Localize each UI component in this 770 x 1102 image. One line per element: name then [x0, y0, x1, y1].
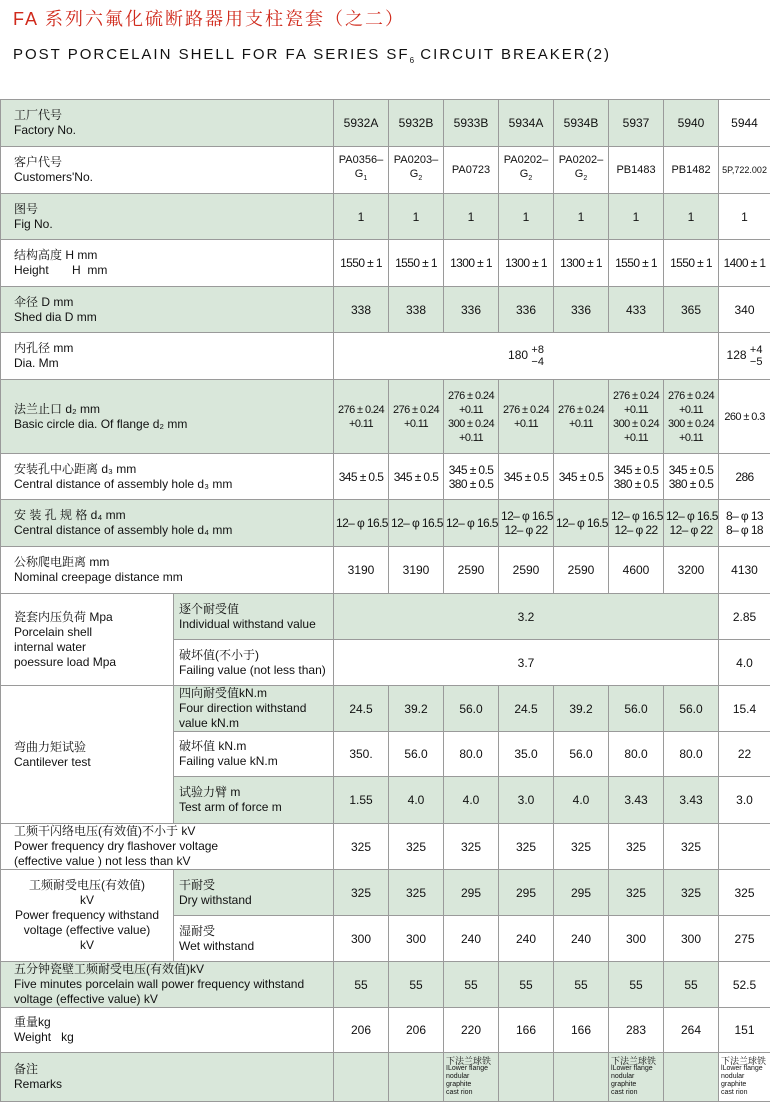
- five-minutes-value: 55: [499, 962, 554, 1008]
- height-value: 1300 ± 1: [499, 240, 554, 287]
- label-height: 结构高度 H mm Height H mm: [1, 240, 334, 287]
- customer-no: PA0356– $G_1$: [334, 147, 389, 194]
- shed-value: 336: [554, 287, 609, 333]
- cantilever-failing-value: 80.0: [444, 732, 499, 777]
- row-flange: [1, 380, 770, 454]
- creepage-value: 2590: [499, 547, 554, 594]
- weight-value: 166: [499, 1008, 554, 1053]
- shed-value: 433: [609, 287, 664, 333]
- row-five-minutes: [1, 962, 770, 1008]
- row-factory: [1, 100, 770, 147]
- factory-no: 5944: [719, 100, 770, 147]
- fig-no: 1: [444, 194, 499, 240]
- central-d3-value: 345 ± 0.5: [554, 454, 609, 500]
- four-direction-value: 24.5: [499, 686, 554, 732]
- test-arm-value: 3.0: [719, 777, 770, 824]
- cantilever-failing-value: 80.0: [664, 732, 719, 777]
- label-hole-dia: 内孔径 mm Dia. Mm: [1, 333, 334, 380]
- label-fig: 图号 Fig No.: [1, 194, 334, 240]
- weight-value: 220: [444, 1008, 499, 1053]
- label-dry-withstand: 干耐受 Dry withstand: [174, 870, 334, 916]
- label-cantilever-failing: 破坏值 kN.m Failing value kN.m: [174, 732, 334, 777]
- row-cantilever-four: [1, 686, 770, 732]
- test-arm-value: 4.0: [389, 777, 444, 824]
- cantilever-failing-value: 22: [719, 732, 770, 777]
- row-pressure-individual: [1, 594, 770, 640]
- five-minutes-value: 55: [609, 962, 664, 1008]
- shed-value: 336: [444, 287, 499, 333]
- weight-value: 206: [334, 1008, 389, 1053]
- weight-value: 166: [554, 1008, 609, 1053]
- cantilever-failing-value: 80.0: [609, 732, 664, 777]
- wet-withstand-value: 300: [334, 916, 389, 962]
- dry-withstand-value: 295: [444, 870, 499, 916]
- hole-dia-value-last: 128 +4 −5: [719, 333, 770, 380]
- test-arm-value: 4.0: [554, 777, 609, 824]
- row-weight: [1, 1008, 770, 1053]
- customer-no: PA0723: [444, 147, 499, 194]
- shed-value: 338: [334, 287, 389, 333]
- label-weight: 重量kg Weight kg: [1, 1008, 334, 1053]
- title-en-suffix: CIRCUIT BREAKER(2): [414, 46, 611, 63]
- shed-value: 365: [664, 287, 719, 333]
- dry-withstand-value: 325: [664, 870, 719, 916]
- five-minutes-value: 55: [389, 962, 444, 1008]
- height-value: 1550 ± 1: [609, 240, 664, 287]
- creepage-value: 2590: [554, 547, 609, 594]
- flange-value: 276 ± 0.24 +0.11 300 ± 0.24 +0.11: [664, 380, 719, 454]
- customer-no: PA0203– $G_2$: [389, 147, 444, 194]
- central-d3-value: 345 ± 0.5: [389, 454, 444, 500]
- customer-no: PA0202– $G_2$: [499, 147, 554, 194]
- fig-no: 1: [334, 194, 389, 240]
- five-minutes-value: 55: [444, 962, 499, 1008]
- dry-withstand-value: 295: [554, 870, 609, 916]
- flashover-value: 325: [664, 824, 719, 870]
- remark-note: 下法兰球铁 lLower flange nodular graphite cast rion: [609, 1053, 664, 1102]
- dry-withstand-value: 325: [389, 870, 444, 916]
- row-dry-withstand: [1, 870, 770, 916]
- fig-no: 1: [499, 194, 554, 240]
- dry-withstand-value: 295: [499, 870, 554, 916]
- fig-no: 1: [554, 194, 609, 240]
- row-remarks: [1, 1053, 770, 1102]
- flashover-value: 325: [334, 824, 389, 870]
- row-central-d4: [1, 500, 770, 547]
- dry-withstand-value: 325: [334, 870, 389, 916]
- four-direction-value: 56.0: [444, 686, 499, 732]
- wet-withstand-value: 300: [609, 916, 664, 962]
- label-failing-value: 破坏值(不小于) Failing value (not less than): [174, 640, 334, 686]
- label-test-arm: 试验力臂 m Test arm of force m: [174, 777, 334, 824]
- test-arm-value: 4.0: [444, 777, 499, 824]
- five-minutes-value: 55: [334, 962, 389, 1008]
- wet-withstand-value: 300: [389, 916, 444, 962]
- creepage-value: 4130: [719, 547, 770, 594]
- label-shed: 伞径 D mm Shed dia D mm: [1, 287, 334, 333]
- central-d3-value: 345 ± 0.5 380 ± 0.5: [609, 454, 664, 500]
- factory-no: 5932B: [389, 100, 444, 147]
- label-cantilever: 弯曲力矩试验 Cantilever test: [1, 686, 174, 824]
- label-remarks: 备注 Remarks: [1, 1053, 334, 1102]
- dry-withstand-value: 325: [609, 870, 664, 916]
- cantilever-failing-value: 350.: [334, 732, 389, 777]
- remark-cell: [389, 1053, 444, 1102]
- factory-no: 5934A: [499, 100, 554, 147]
- cantilever-failing-value: 56.0: [554, 732, 609, 777]
- remark-cell: [499, 1053, 554, 1102]
- wet-withstand-value: 240: [499, 916, 554, 962]
- label-wet-withstand: 湿耐受 Wet withstand: [174, 916, 334, 962]
- label-pressure: 瓷套内压负荷 Mpa Porcelain shell internal water poessure load Mpa: [1, 594, 174, 686]
- flange-value: 276 ± 0.24 +0.11: [389, 380, 444, 454]
- test-arm-value: 3.43: [664, 777, 719, 824]
- flange-value: 276 ± 0.24 +0.11 300 ± 0.24 +0.11: [609, 380, 664, 454]
- weight-value: 206: [389, 1008, 444, 1053]
- flange-value: 276 ± 0.24 +0.11: [554, 380, 609, 454]
- four-direction-value: 39.2: [554, 686, 609, 732]
- factory-no: 5937: [609, 100, 664, 147]
- title-en: [13, 46, 611, 65]
- weight-value: 283: [609, 1008, 664, 1053]
- test-arm-value: 3.0: [499, 777, 554, 824]
- creepage-value: 2590: [444, 547, 499, 594]
- customer-no: 5P,722.002: [719, 147, 770, 194]
- central-d3-value: 345 ± 0.5: [499, 454, 554, 500]
- five-minutes-value: 55: [664, 962, 719, 1008]
- label-customer: 客户代号 Customers'No.: [1, 147, 334, 194]
- flashover-value: 325: [444, 824, 499, 870]
- wet-withstand-value: 275: [719, 916, 770, 962]
- label-central-d3: 安装孔中心距离 d₃ mm Central distance of assembly hole d₃ mm: [1, 454, 334, 500]
- label-flange: 法兰止口 d₂ mm Basic circle dia. Of flange d₂ mm: [1, 380, 334, 454]
- cantilever-failing-value: 56.0: [389, 732, 444, 777]
- central-d4-value: 12– φ 16.5: [554, 500, 609, 547]
- flange-value: 276 ± 0.24 +0.11: [499, 380, 554, 454]
- shed-value: 340: [719, 287, 770, 333]
- fig-no: 1: [609, 194, 664, 240]
- label-five-minutes: 五分钟瓷壁工频耐受电压(有效值)kV Five minutes porcelain wall power frequency withstand voltage (effective value) kV: [1, 962, 334, 1008]
- central-d4-value: 12– φ 16.5: [444, 500, 499, 547]
- four-direction-value: 15.4: [719, 686, 770, 732]
- creepage-value: 3200: [664, 547, 719, 594]
- row-flashover: [1, 824, 770, 870]
- row-fig: [1, 194, 770, 240]
- spec-table: [0, 99, 770, 1102]
- weight-value: 264: [664, 1008, 719, 1053]
- row-shed: [1, 287, 770, 333]
- flashover-value: [719, 824, 770, 870]
- height-value: 1300 ± 1: [554, 240, 609, 287]
- wet-withstand-value: 240: [444, 916, 499, 962]
- individual-withstand-value: 3.2: [334, 594, 719, 640]
- factory-no: 5940: [664, 100, 719, 147]
- failing-value: 3.7: [334, 640, 719, 686]
- flange-value: 276 ± 0.24 +0.11: [334, 380, 389, 454]
- failing-value-last: 4.0: [719, 640, 770, 686]
- central-d4-value: 12– φ 16.5 12– φ 22: [664, 500, 719, 547]
- row-central-d3: [1, 454, 770, 500]
- title-cn: FA 系列六氟化硫断路器用支柱瓷套（之二）: [13, 5, 405, 31]
- remark-cell: [554, 1053, 609, 1102]
- cantilever-failing-value: 35.0: [499, 732, 554, 777]
- label-withstand-voltage: 工频耐受电压(有效值) kV Power frequency withstand voltage (effective value) kV: [1, 870, 174, 962]
- creepage-value: 3190: [389, 547, 444, 594]
- flange-value: 260 ± 0.3: [719, 380, 770, 454]
- four-direction-value: 56.0: [664, 686, 719, 732]
- four-direction-value: 39.2: [389, 686, 444, 732]
- row-hole-dia: [1, 333, 770, 380]
- remark-cell: [664, 1053, 719, 1102]
- central-d4-value: 8– φ 13 8– φ 18: [719, 500, 770, 547]
- customer-no: PB1482: [664, 147, 719, 194]
- label-individual-withstand: 逐个耐受值 Individual withstand value: [174, 594, 334, 640]
- factory-no: 5934B: [554, 100, 609, 147]
- creepage-value: 3190: [334, 547, 389, 594]
- weight-value: 151: [719, 1008, 770, 1053]
- individual-withstand-value-last: 2.85: [719, 594, 770, 640]
- shed-value: 338: [389, 287, 444, 333]
- fig-no: 1: [719, 194, 770, 240]
- row-customer: [1, 147, 770, 194]
- label-factory: 工厂代号 Factory No.: [1, 100, 334, 147]
- flashover-value: 325: [389, 824, 444, 870]
- remark-cell: [334, 1053, 389, 1102]
- flashover-value: 325: [609, 824, 664, 870]
- title-en-prefix: POST PORCELAIN SHELL FOR FA SERIES SF: [13, 46, 410, 63]
- creepage-value: 4600: [609, 547, 664, 594]
- central-d3-value: 345 ± 0.5 380 ± 0.5: [664, 454, 719, 500]
- flashover-value: 325: [554, 824, 609, 870]
- height-value: 1550 ± 1: [334, 240, 389, 287]
- remark-note: 下法兰球铁 ILower flange nodular graphite cast rion: [444, 1053, 499, 1102]
- hole-dia-value: 180 +8 −4: [334, 333, 719, 380]
- central-d4-value: 12– φ 16.5: [389, 500, 444, 547]
- four-direction-value: 56.0: [609, 686, 664, 732]
- wet-withstand-value: 240: [554, 916, 609, 962]
- fig-no: 1: [664, 194, 719, 240]
- central-d3-value: 286: [719, 454, 770, 500]
- height-value: 1550 ± 1: [664, 240, 719, 287]
- factory-no: 5932A: [334, 100, 389, 147]
- label-four-direction: 四向耐受值kN.m Four direction withstand value kN.m: [174, 686, 334, 732]
- factory-no: 5933B: [444, 100, 499, 147]
- row-creepage: [1, 547, 770, 594]
- central-d4-value: 12– φ 16.5 12– φ 22: [499, 500, 554, 547]
- customer-no: PA0202– $G_2$: [554, 147, 609, 194]
- flange-value: 276 ± 0.24 +0.11 300 ± 0.24 +0.11: [444, 380, 499, 454]
- central-d3-value: 345 ± 0.5: [334, 454, 389, 500]
- remark-note: 下法兰球铁 lLower flange nodular graphite cast rion: [719, 1053, 770, 1102]
- test-arm-value: 3.43: [609, 777, 664, 824]
- wet-withstand-value: 300: [664, 916, 719, 962]
- five-minutes-value: 52.5: [719, 962, 770, 1008]
- row-height: [1, 240, 770, 287]
- dry-withstand-value: 325: [719, 870, 770, 916]
- height-value: 1550 ± 1: [389, 240, 444, 287]
- central-d3-value: 345 ± 0.5 380 ± 0.5: [444, 454, 499, 500]
- flashover-value: 325: [499, 824, 554, 870]
- central-d4-value: 12– φ 16.5 12– φ 22: [609, 500, 664, 547]
- label-central-d4: 安 装 孔 规 格 d₄ mm Central distance of assembly hole d₄ mm: [1, 500, 334, 547]
- label-flashover: 工频干闪络电压(有效值)不小于 kV Power frequency dry flashover voltage (effective value ) not less than kV: [1, 824, 334, 870]
- height-value: 1300 ± 1: [444, 240, 499, 287]
- test-arm-value: 1.55: [334, 777, 389, 824]
- label-creepage: 公称爬电距离 mm Nominal creepage distance mm: [1, 547, 334, 594]
- five-minutes-value: 55: [554, 962, 609, 1008]
- central-d4-value: 12– φ 16.5: [334, 500, 389, 547]
- fig-no: 1: [389, 194, 444, 240]
- height-value: 1400 ± 1: [719, 240, 770, 287]
- customer-no: PB1483: [609, 147, 664, 194]
- shed-value: 336: [499, 287, 554, 333]
- four-direction-value: 24.5: [334, 686, 389, 732]
- title-en-sub: 6: [410, 56, 414, 65]
